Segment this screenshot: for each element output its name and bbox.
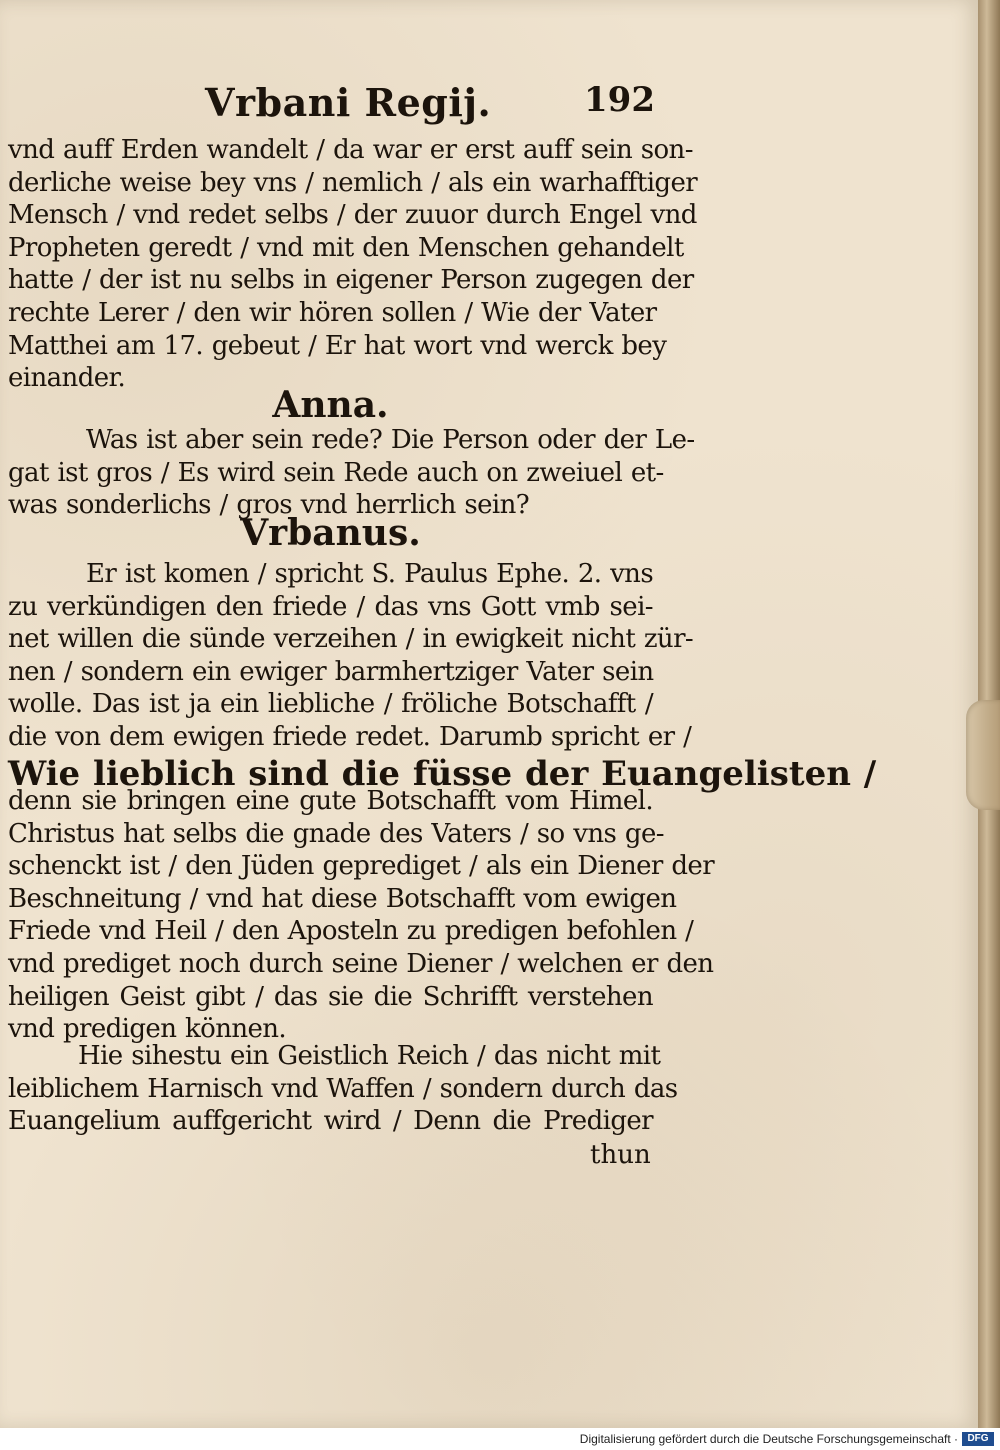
text-line: Was ist aber sein rede? Die Person oder der Le- <box>86 425 695 455</box>
text-line: einander. <box>8 363 126 394</box>
text-line: nen / sondern ein ewiger barmhertziger Vater sein <box>8 656 654 687</box>
dfg-logo-icon: DFG <box>962 1432 994 1446</box>
speaker-heading-anna: Anna. <box>272 384 389 426</box>
text-line: Matthei am 17. gebeut / Er hat wort vnd werck bey <box>8 330 667 361</box>
text-line: Hie sihestu ein Geistlich Reich / das nicht mit <box>78 1041 661 1071</box>
text-line: vnd prediget noch durch seine Diener / welchen er den <box>8 948 714 979</box>
page-number: 192 <box>584 80 655 120</box>
text-line: Beschneitung / vnd hat diese Botschafft vom ewigen <box>8 883 677 914</box>
speaker-heading-urbanus: Vrbanus. <box>240 512 421 554</box>
running-title: Vrbani Regij. <box>205 80 492 125</box>
text-line: Euangelium auffgericht wird / Denn die Prediger <box>8 1106 653 1137</box>
text-line: Mensch / vnd redet selbs / der zuuor durch Engel vnd <box>8 200 697 231</box>
text-line: denn sie bringen eine gute Botschafft vom Himel. <box>8 786 653 816</box>
text-line: hatte / der ist nu selbs in eigener Person zugegen der <box>8 265 694 296</box>
text-line: Propheten geredt / vnd mit den Menschen gehandelt <box>8 232 684 263</box>
text-line: schenckt ist / den Jüden geprediget / als ein Diener der <box>8 851 715 882</box>
page-edge-tab <box>966 700 1000 810</box>
footer-credit: Digitalisierung gefördert durch die Deutsche Forschungsgemeinschaft · <box>579 1432 958 1446</box>
quotation-line: Wie lieblich sind die füsse der Euangelisten / <box>8 753 877 794</box>
paragraph-2 <box>8 424 695 522</box>
text-line: net willen die sünde verzeihen / in ewigkeit nicht zür- <box>8 624 694 655</box>
text-line: wolle. Das ist ja ein liebliche / fröliche Botschafft / <box>8 689 653 720</box>
text-line: leiblichem Harnisch vnd Waffen / sondern durch das <box>8 1073 678 1104</box>
text-line: vnd predigen können. <box>8 1014 287 1045</box>
text-line: rechte Lerer / den wir hören sollen / Wie der Vater <box>8 297 657 328</box>
paragraph-1 <box>8 134 698 395</box>
text-line: gat ist gros / Es wird sein Rede auch on zweiuel et- <box>8 457 664 488</box>
text-line: vnd auff Erden wandelt / da war er erst auff sein son- <box>8 135 693 165</box>
paragraph-4 <box>8 785 715 1046</box>
page-header <box>205 80 655 132</box>
text-line: Christus hat selbs die gnade des Vaters / so vns ge- <box>8 818 664 849</box>
catchword: thun <box>590 1140 651 1170</box>
text-line: die von dem ewigen friede redet. Darumb spricht er / <box>8 721 692 752</box>
text-line: Friede vnd Heil / den Aposteln zu predigen befohlen / <box>8 916 694 947</box>
text-line: heiligen Geist gibt / das sie die Schrifft verstehen <box>8 981 653 1012</box>
paragraph-3 <box>8 558 877 794</box>
footer-bar <box>0 1428 1000 1450</box>
text-line: zu verkündigen den friede / das vns Gott vmb sei- <box>8 591 653 622</box>
text-line: Er ist komen / spricht S. Paulus Ephe. 2. vns <box>86 559 654 589</box>
text-line: derliche weise bey vns / nemlich / als ein warhafftiger <box>8 167 698 198</box>
text-line: was sonderlichs / gros vnd herrlich sein? <box>8 490 530 521</box>
paragraph-5 <box>8 1040 678 1138</box>
